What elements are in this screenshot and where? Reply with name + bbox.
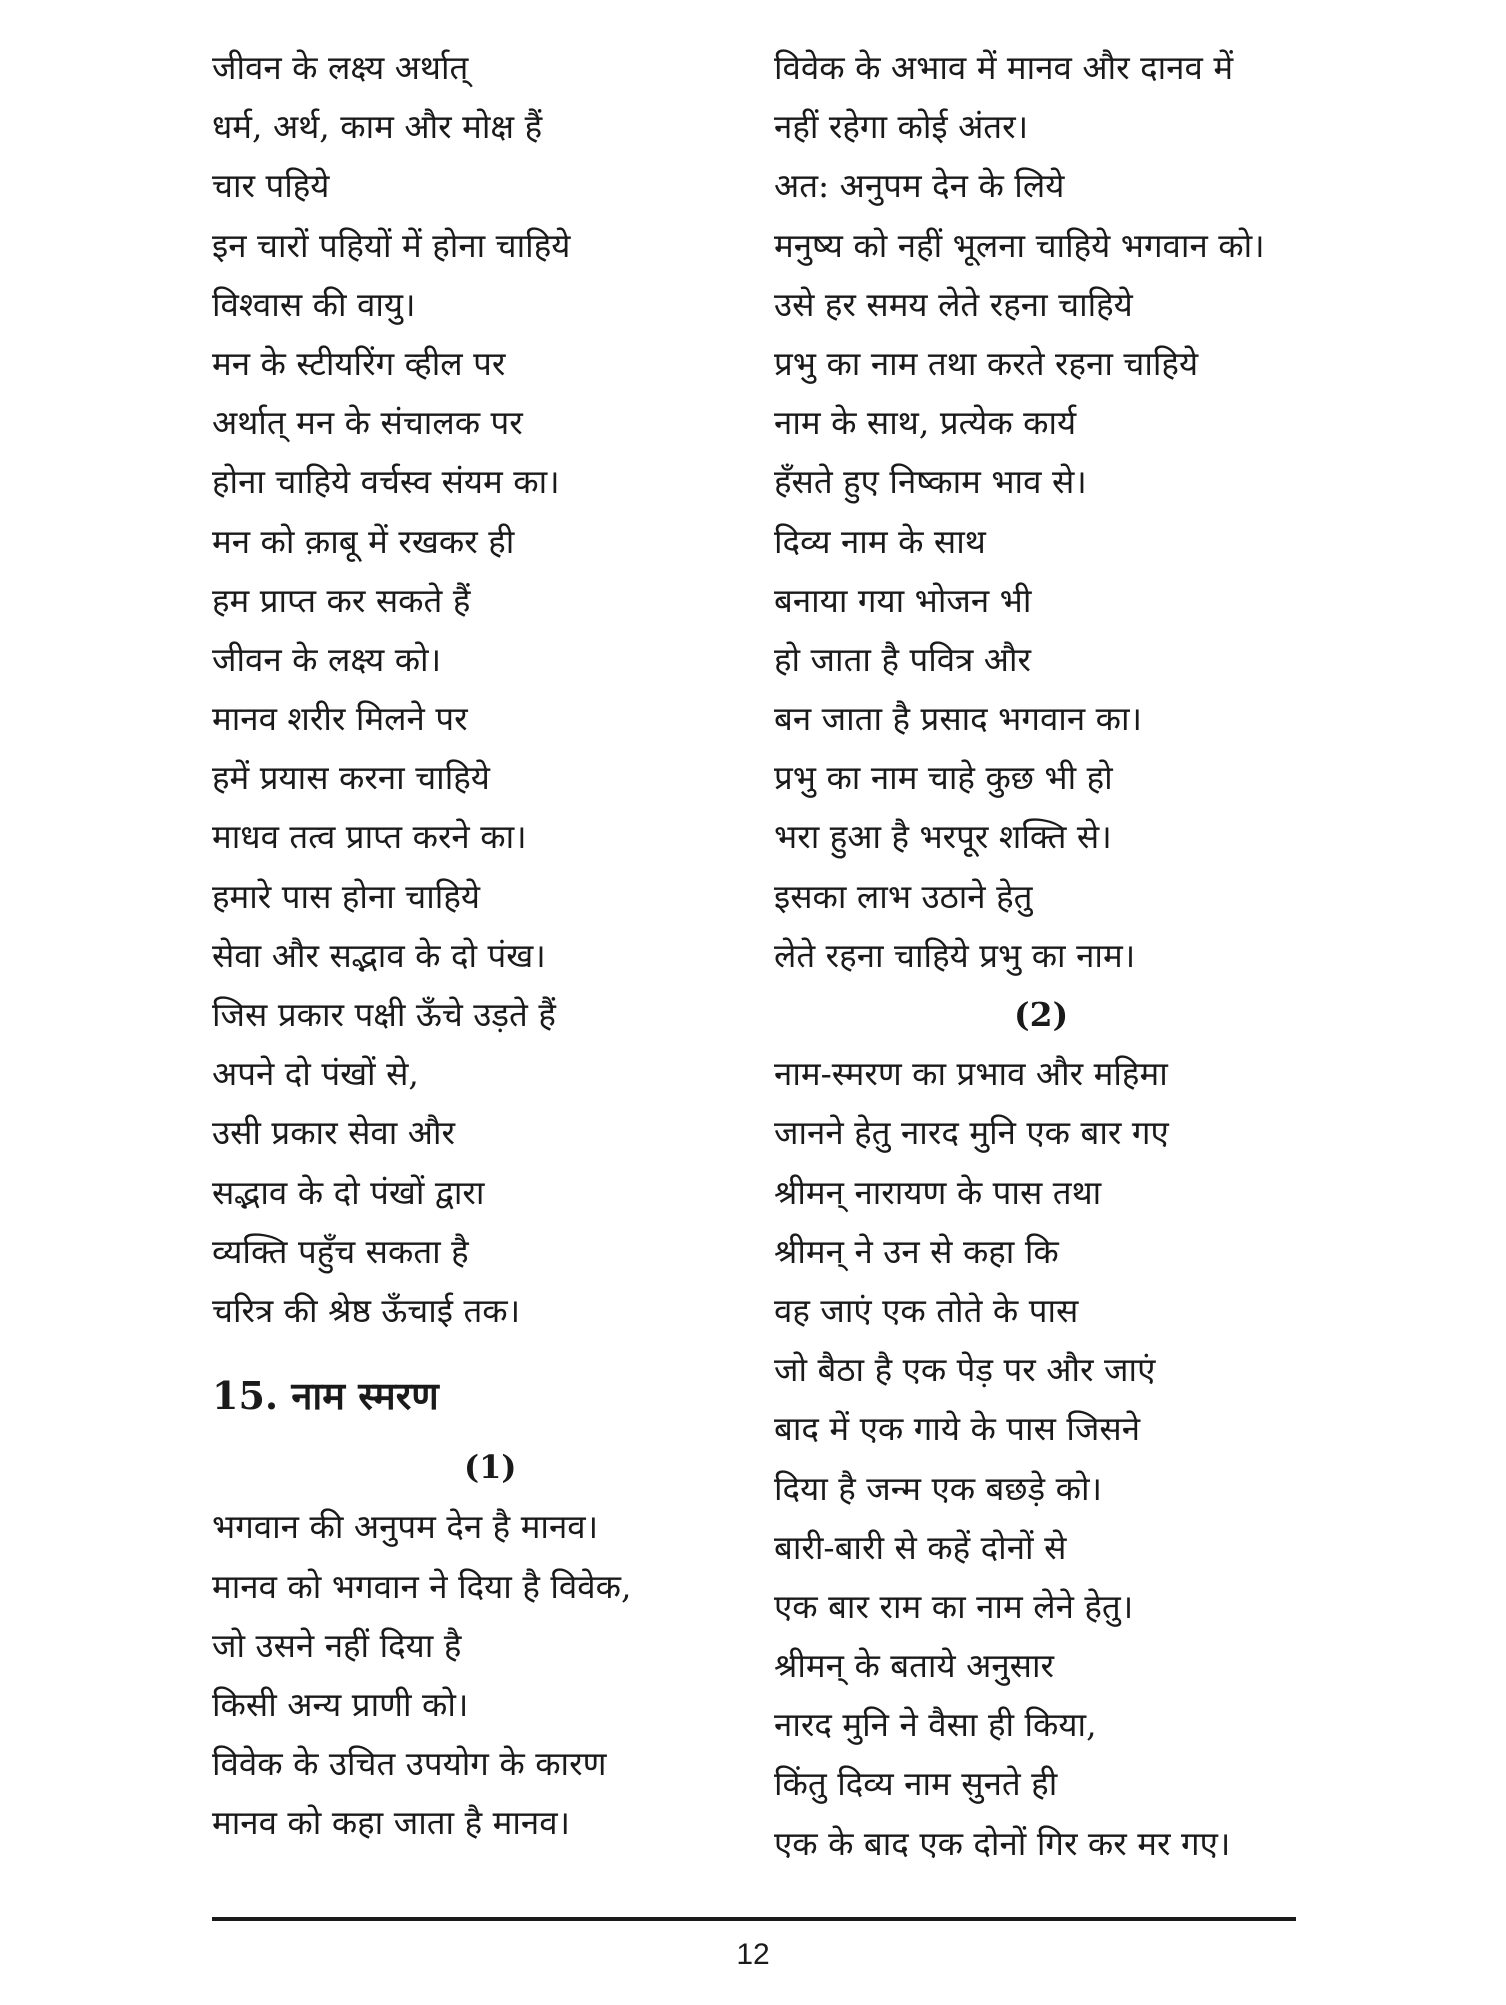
text-line: एक के बाद एक दोनों गिर कर मर गए। — [774, 1823, 1231, 1863]
text-line: जिस प्रकार पक्षी ऊँचे उड़ते हैं — [212, 995, 556, 1034]
text-line: बन जाता है प्रसाद भगवान का। — [774, 699, 1143, 739]
text-line: मानव शरीर मिलने पर — [212, 699, 468, 739]
text-line: विश्वास की वायु। — [212, 284, 416, 324]
text-line: चार पहिये — [212, 166, 330, 206]
text-line: श्रीमन् ने उन से कहा कि — [774, 1231, 1059, 1271]
text-line: वह जाएं एक तोते के पास — [774, 1290, 1079, 1330]
text-line: विवेक के अभाव में मानव और दानव में — [774, 48, 1234, 87]
text-line: जानने हेतु नारद मुनि एक बार गए — [774, 1113, 1169, 1153]
text-line: लेते रहना चाहिये प्रभु का नाम। — [774, 935, 1136, 975]
text-line: हो जाता है पवित्र और — [774, 639, 1032, 679]
section-number: (2) — [1014, 995, 1069, 1034]
text-line: सद्भाव के दो पंखों द्वारा — [212, 1172, 485, 1212]
text-line: धर्म, अर्थ, काम और मोक्ष हैं — [212, 107, 543, 147]
text-line: उसी प्रकार सेवा और — [212, 1113, 456, 1153]
text-line: किसी अन्य प्राणी को। — [212, 1684, 469, 1724]
text-line: इसका लाभ उठाने हेतु — [774, 876, 1033, 916]
footer-divider — [212, 1917, 1296, 1921]
text-line: प्रभु का नाम तथा करते रहना चाहिये — [774, 343, 1199, 383]
text-line: जो बैठा है एक पेड़ पर और जाएं — [774, 1350, 1156, 1390]
text-line: श्रीमन् नारायण के पास तथा — [774, 1172, 1102, 1212]
text-line: माधव तत्व प्राप्त करने का। — [212, 817, 527, 857]
text-line: हमें प्रयास करना चाहिये — [212, 758, 490, 798]
text-line: मानव को भगवान ने दिया है विवेक, — [212, 1566, 632, 1606]
chapter-heading: 15. नाम स्मरण — [212, 1373, 439, 1419]
text-line: विवेक के उचित उपयोग के कारण — [212, 1744, 607, 1784]
text-line: हम प्राप्त कर सकते हैं — [212, 580, 471, 620]
text-line: एक बार राम का नाम लेने हेतु। — [774, 1586, 1134, 1626]
text-line: नाम-स्मरण का प्रभाव और महिमा — [774, 1054, 1168, 1094]
text-line: भगवान की अनुपम देन है मानव। — [212, 1507, 599, 1547]
text-line: अत: अनुपम देन के लिये — [774, 166, 1065, 206]
text-line: अर्थात् मन के संचालक पर — [212, 403, 523, 443]
text-line: मानव को कहा जाता है मानव। — [212, 1803, 571, 1843]
text-line: दिव्य नाम के साथ — [774, 521, 986, 561]
page-number: 12 — [736, 1938, 770, 1971]
text-line: जीवन के लक्ष्य को। — [212, 639, 442, 679]
text-line: बनाया गया भोजन भी — [774, 580, 1032, 620]
text-line: नाम के साथ, प्रत्येक कार्य — [774, 403, 1077, 443]
text-line: बाद में एक गाये के पास जिसने — [774, 1409, 1141, 1449]
right-column — [774, 38, 1314, 1873]
text-line: मन को क़ाबू में रखकर ही — [212, 521, 515, 561]
text-line: जीवन के लक्ष्य अर्थात् — [212, 48, 469, 87]
text-line: हँसते हुए निष्काम भाव से। — [774, 462, 1087, 502]
text-line: दिया है जन्म एक बछड़े को। — [774, 1468, 1103, 1508]
text-line: जो उसने नहीं दिया है — [212, 1625, 462, 1665]
text-line: चरित्र की श्रेष्ठ ऊँचाई तक। — [212, 1290, 521, 1330]
section-number: (1) — [464, 1448, 517, 1487]
text-line: होना चाहिये वर्चस्व संयम का। — [212, 462, 560, 502]
text-line: किंतु दिव्य नाम सुनते ही — [774, 1764, 1058, 1804]
text-line: प्रभु का नाम चाहे कुछ भी हो — [774, 758, 1113, 798]
text-line: हमारे पास होना चाहिये — [212, 876, 481, 916]
text-line: अपने दो पंखों से, — [212, 1054, 419, 1094]
text-line: सेवा और सद्भाव के दो पंख। — [212, 935, 546, 975]
text-line: भरा हुआ है भरपूर शक्ति से। — [774, 817, 1112, 857]
text-line: श्रीमन् के बताये अनुसार — [774, 1646, 1054, 1686]
text-line: नारद मुनि ने वैसा ही किया, — [774, 1705, 1097, 1745]
text-line: मन के स्टीयरिंग व्हील पर — [212, 343, 506, 383]
text-line: व्यक्ति पहुँच सकता है — [212, 1231, 469, 1271]
text-line: नहीं रहेगा कोई अंतर। — [774, 107, 1029, 147]
left-column — [212, 38, 832, 1852]
text-line: इन चारों पहियों में होना चाहिये — [212, 225, 571, 265]
text-line: बारी-बारी से कहें दोनों से — [774, 1527, 1067, 1567]
text-line: मनुष्य को नहीं भूलना चाहिये भगवान को। — [774, 225, 1265, 265]
text-line: उसे हर समय लेते रहना चाहिये — [774, 284, 1133, 324]
